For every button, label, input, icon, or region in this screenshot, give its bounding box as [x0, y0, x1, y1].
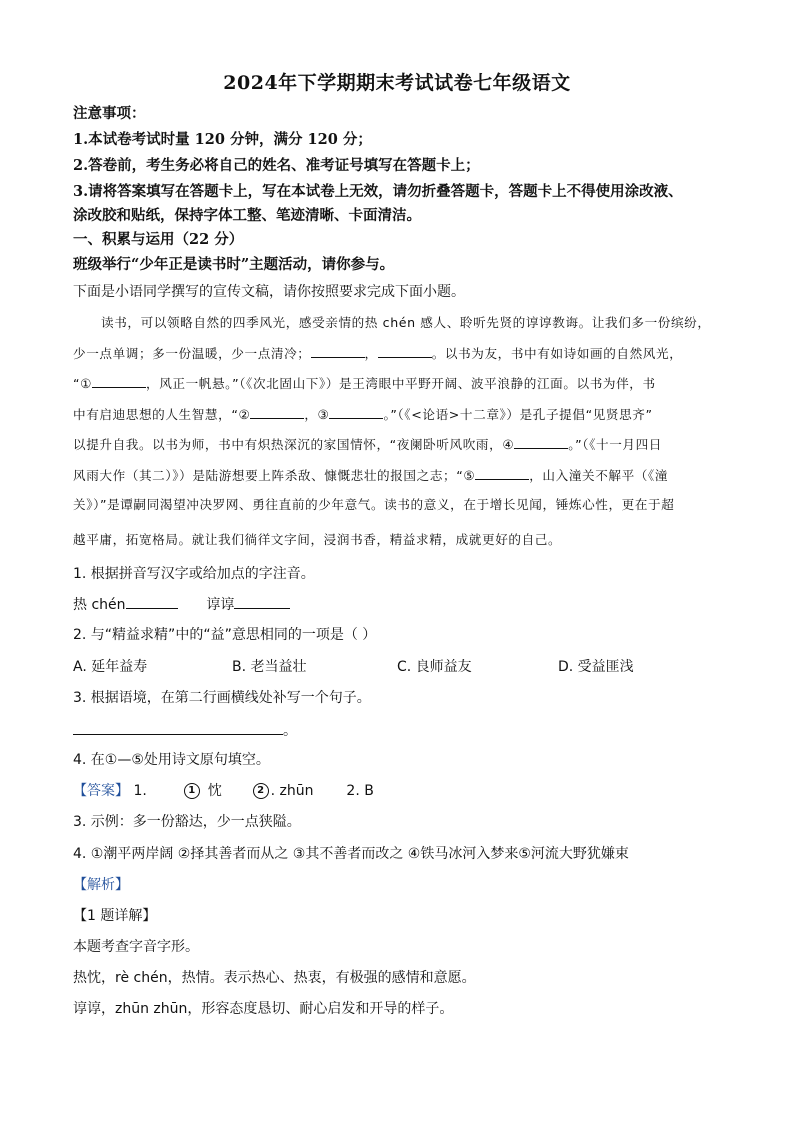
answer-q2: 2. B	[346, 783, 374, 799]
question-1-items	[73, 594, 290, 615]
answer-label: 【答案】	[73, 783, 129, 799]
passage-text: 。以书为友，书中有如诗如画的自然风光，	[431, 346, 683, 361]
notice-item-2: 2.答卷前，考生务必将自己的姓名、准考证号填写在答题卡上；	[73, 157, 480, 174]
activity-intro: 班级举行“少年正是读书时”主题活动，请你参与。	[73, 256, 395, 273]
question-4: 4. 在①—⑤处用诗文原句填空。	[73, 752, 270, 768]
answer-row	[73, 781, 374, 801]
analysis-label: 【解析】	[73, 877, 129, 893]
passage-line-6	[73, 465, 668, 486]
passage-text: ，	[364, 346, 378, 361]
notice-item-3-cont: 涂改胶和贴纸，保持字体工整、笔迹清晰、卡面清洁。	[73, 207, 421, 224]
option-a: A. 延年益寿	[73, 659, 148, 675]
answer-q1-num: 1.	[133, 783, 147, 799]
blank-line	[514, 434, 568, 449]
q1-item-b: 谆谆	[206, 597, 235, 613]
question-3-answer-line	[73, 720, 297, 741]
period: 。	[283, 723, 297, 739]
circled-number-2: 2	[253, 783, 269, 799]
answer-2-text: . zhūn	[270, 783, 314, 799]
analysis-sub-1: 【1 题详解】	[73, 908, 157, 924]
notice-item-1: 1.本试卷考试时量 120 分钟，满分 120 分；	[73, 131, 372, 148]
passage-text: 以提升自我。以书为师，书中有炽热深沉的家国情怀，“夜阑卧听风吹雨，④	[73, 437, 515, 452]
blank-line	[311, 343, 365, 358]
answer-q4: 4. ①潮平两岸阔 ②择其善者而从之 ③其不善者而改之 ④铁马冰河入梦来⑤河流大野犹嫌束	[73, 846, 629, 862]
passage-text: 中有启迪思想的人生智慧，“②	[73, 407, 251, 422]
passage-text: ，③	[304, 407, 330, 422]
blank-line	[329, 404, 383, 419]
passage-text: “①	[73, 376, 93, 391]
passage-line-2	[73, 343, 682, 364]
option-c: C. 良师益友	[397, 659, 472, 675]
passage-line-5	[73, 434, 662, 455]
notice-item-3: 3.请将答案填写在答题卡上，写在本试卷上无效，请勿折叠答题卡，答题卡上不得使用涂改液、	[73, 183, 683, 200]
blank-line	[92, 373, 146, 388]
passage-text: 。”（《<论语>十二章》）是孔子提倡“见贤思齐”	[383, 407, 653, 422]
passage-line-1: 读书，可以领略自然的四季风光，感受亲情的热 chén 感人、聆听先贤的谆谆教诲。让我们多一份缤纷，	[101, 315, 711, 330]
blank-line	[378, 343, 432, 358]
answer-blank	[126, 594, 178, 609]
blank-line	[475, 465, 529, 480]
passage-line-4	[73, 404, 653, 425]
exam-title: 2024年下学期期末考试试卷七年级语文	[223, 72, 571, 94]
circled-number-1: 1	[184, 783, 200, 799]
analysis-para-2: 热忱，rè chén，热情。表示热心、热衷，有极强的感情和意愿。	[73, 970, 476, 986]
passage-line-7: 关》）”是谭嗣同渴望冲决罗网、勇往直前的少年意气。读书的意义，在于增长见闻，锤炼心性，更在于超	[73, 497, 675, 512]
analysis-para-3: 谆谆，zhūn zhūn，形容态度恳切、耐心启发和开导的样子。	[73, 1001, 454, 1017]
blank-line	[250, 404, 304, 419]
question-2: 2. 与“精益求精”中的“益”意思相同的一项是（ ）	[73, 627, 377, 643]
passage-line-8: 越平庸，拓宽格局。就让我们徜徉文字间，浸润书香，精益求精，成就更好的自己。	[73, 532, 562, 547]
q1-item-a: 热 chén	[73, 597, 126, 613]
answer-blank	[73, 720, 283, 735]
option-b: B. 老当益壮	[232, 659, 307, 675]
section-heading: 一、积累与运用（22 分）	[73, 231, 244, 248]
analysis-para-1: 本题考查字音字形。	[73, 939, 199, 955]
notice-heading: 注意事项：	[73, 105, 146, 122]
passage-line-3	[73, 373, 656, 394]
answer-1-text: 忱	[207, 783, 222, 799]
passage-text: 少一点单调；多一份温暖，少一点清冷；	[73, 346, 311, 361]
passage-text: 风雨大作（其二）》）是陆游想要上阵杀敌、慷慨悲壮的报国之志；“⑤	[73, 468, 476, 483]
answer-blank	[234, 594, 290, 609]
passage-intro: 下面是小语同学撰写的宣传文稿，请你按照要求完成下面小题。	[73, 284, 465, 300]
answer-q3: 3. 示例：多一份豁达，少一点狭隘。	[73, 814, 301, 830]
question-3: 3. 根据语境，在第二行画横线处补写一个句子。	[73, 690, 371, 706]
option-d: D. 受益匪浅	[558, 659, 634, 675]
passage-text: 。”（《十一月四日	[568, 437, 662, 452]
passage-text: ，山入潼关不解平（《潼	[529, 468, 669, 483]
question-1: 1. 根据拼音写汉字或给加点的字注音。	[73, 566, 315, 582]
passage-text: ，风正一帆悬。”（《次北固山下》）是王湾眼中平野开阔、波平浪静的江面。以书为伴，书	[146, 376, 656, 391]
